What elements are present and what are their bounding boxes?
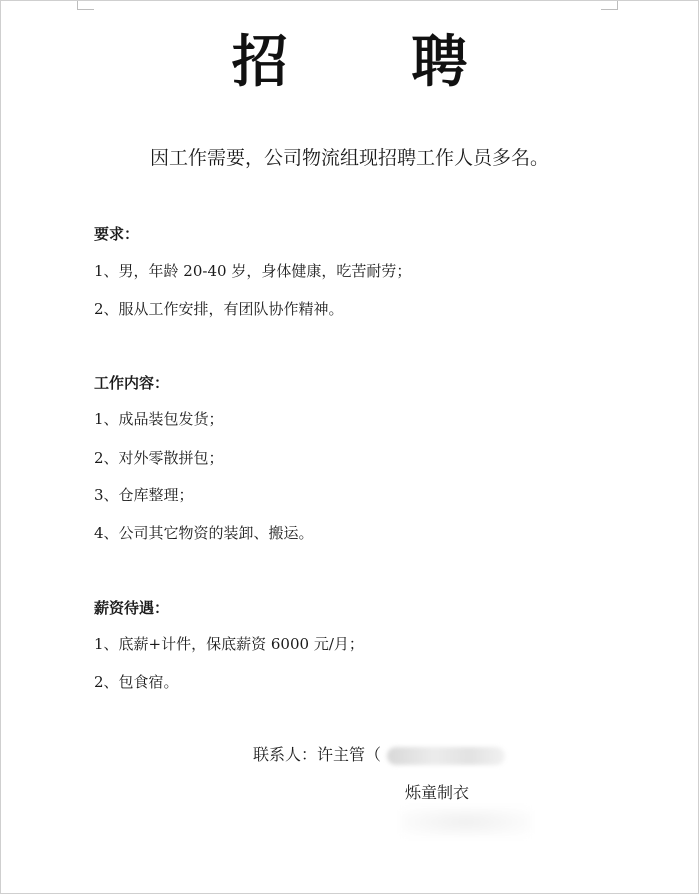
salary-heading: 薪资待遇：	[94, 599, 170, 617]
salary-item-2: 2、包食宿。	[94, 673, 179, 691]
job-content-item-3: 3、仓库整理；	[94, 486, 194, 504]
crop-mark-top-left	[77, 1, 94, 10]
requirement-item-1: 1、男，年龄 20-40 岁，身体健康，吃苦耐劳；	[94, 262, 412, 280]
company-signature: 烁童制衣	[405, 783, 470, 802]
page-title: 招 聘	[231, 30, 520, 95]
crop-mark-top-right	[601, 1, 618, 10]
intro-text: 因工作需要，公司物流组现招聘工作人员多名。	[149, 147, 549, 169]
job-content-item-1: 1、成品装包发货；	[94, 410, 224, 428]
requirement-item-2: 2、服从工作安排，有团队协作精神。	[94, 300, 344, 318]
contact-line	[253, 743, 505, 767]
requirements-heading: 要求：	[94, 225, 140, 243]
redacted-phone	[387, 747, 505, 765]
job-content-heading: 工作内容：	[94, 374, 170, 392]
job-content-item-4: 4、公司其它物资的装卸、搬运。	[94, 524, 314, 542]
redacted-area	[401, 807, 531, 837]
salary-item-1: 1、底薪+计件，保底薪资 6000 元/月；	[94, 635, 364, 653]
job-content-item-2: 2、对外零散拼包；	[94, 449, 224, 467]
contact-label: 联系人：许主管（	[253, 745, 382, 764]
